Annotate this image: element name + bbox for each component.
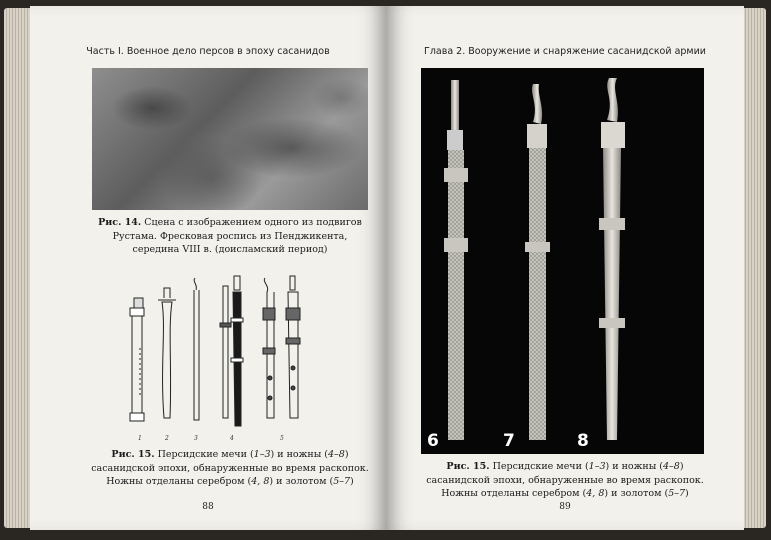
- figure-15-caption-left: [80, 448, 380, 489]
- page-number-right: 89: [559, 502, 571, 512]
- caption-text: ): [685, 488, 689, 499]
- drawing-1: [130, 298, 144, 421]
- sword-6: [444, 80, 468, 440]
- left-page: [30, 6, 386, 530]
- caption-text: ): [344, 449, 349, 460]
- caption-text: Ножны отделаны серебром (: [106, 476, 252, 487]
- drawing-4: [220, 276, 243, 426]
- figure-14-caption-line1: Сцена с изображением одного из подвигов: [144, 217, 362, 228]
- swords-photo: [421, 68, 704, 454]
- caption-ref: 1–3: [588, 461, 606, 472]
- page-edges-left: [4, 8, 32, 528]
- drawing-number-5: 5: [280, 435, 284, 442]
- drawing-3: [194, 278, 199, 420]
- caption-text: ) и золотом (: [269, 476, 334, 487]
- caption-text: сасанидской эпохи, обнаруженные во время раскопок.: [426, 474, 704, 486]
- page-edges-right: [742, 8, 766, 528]
- caption-text: ) и ножны (: [605, 461, 663, 472]
- caption-text: сасанидской эпохи, обнаруженные во время раскопок.: [91, 462, 369, 474]
- sword-8: [599, 78, 625, 440]
- running-head-left: Часть I. Военное дело персов в эпоху сасанидов: [86, 46, 330, 57]
- sword-drawings: [120, 268, 360, 446]
- caption-text: Ножны отделаны серебром (: [441, 488, 587, 499]
- caption-text: ): [679, 461, 684, 472]
- photo-number-8: 8: [577, 431, 589, 451]
- figure-14-caption-line2: Рустама. Фресковая роспись из Пенджикента,: [112, 230, 348, 242]
- caption-ref: 5–7: [333, 476, 351, 487]
- figure-14-caption: [92, 216, 368, 257]
- caption-ref: 4–8: [663, 461, 680, 472]
- drawing-5: [263, 276, 300, 418]
- caption-text: ) и ножны (: [270, 449, 328, 460]
- caption-ref: 1–3: [253, 449, 271, 460]
- page-number-left: 88: [202, 502, 214, 512]
- caption-ref: 4–8: [328, 449, 345, 460]
- caption-text: Персидские мечи (: [157, 449, 254, 460]
- photo-number-6: 6: [427, 431, 439, 451]
- caption-text: ) и золотом (: [604, 488, 669, 499]
- fresco-photo: [92, 68, 368, 210]
- drawing-2: [158, 288, 176, 418]
- caption-text: Персидские мечи (: [492, 461, 589, 472]
- drawing-number-1: 1: [138, 435, 142, 442]
- drawing-number-3: 3: [194, 435, 198, 442]
- figure-15-label-left: Рис. 15.: [111, 449, 155, 460]
- swords-photo-svg: [421, 68, 704, 454]
- caption-ref: 4, 8: [251, 476, 270, 487]
- caption-ref: 5–7: [668, 488, 686, 499]
- figure-14-caption-line3: середина VIII в. (доисламский период): [132, 244, 328, 255]
- figure-15-caption-right: [406, 460, 724, 501]
- running-head-right: Глава 2. Вооружение и снаряжение сасанидской армии: [424, 46, 706, 57]
- drawing-number-2: 2: [165, 435, 169, 442]
- sword-7: [525, 84, 550, 440]
- figure-14-label: Рис. 14.: [98, 217, 142, 228]
- caption-text: ): [350, 476, 354, 487]
- right-page: [386, 6, 744, 530]
- caption-ref: 4, 8: [586, 488, 605, 499]
- photo-number-7: 7: [503, 431, 515, 451]
- figure-15-label-right: Рис. 15.: [446, 461, 490, 472]
- drawing-number-4: 4: [230, 435, 234, 442]
